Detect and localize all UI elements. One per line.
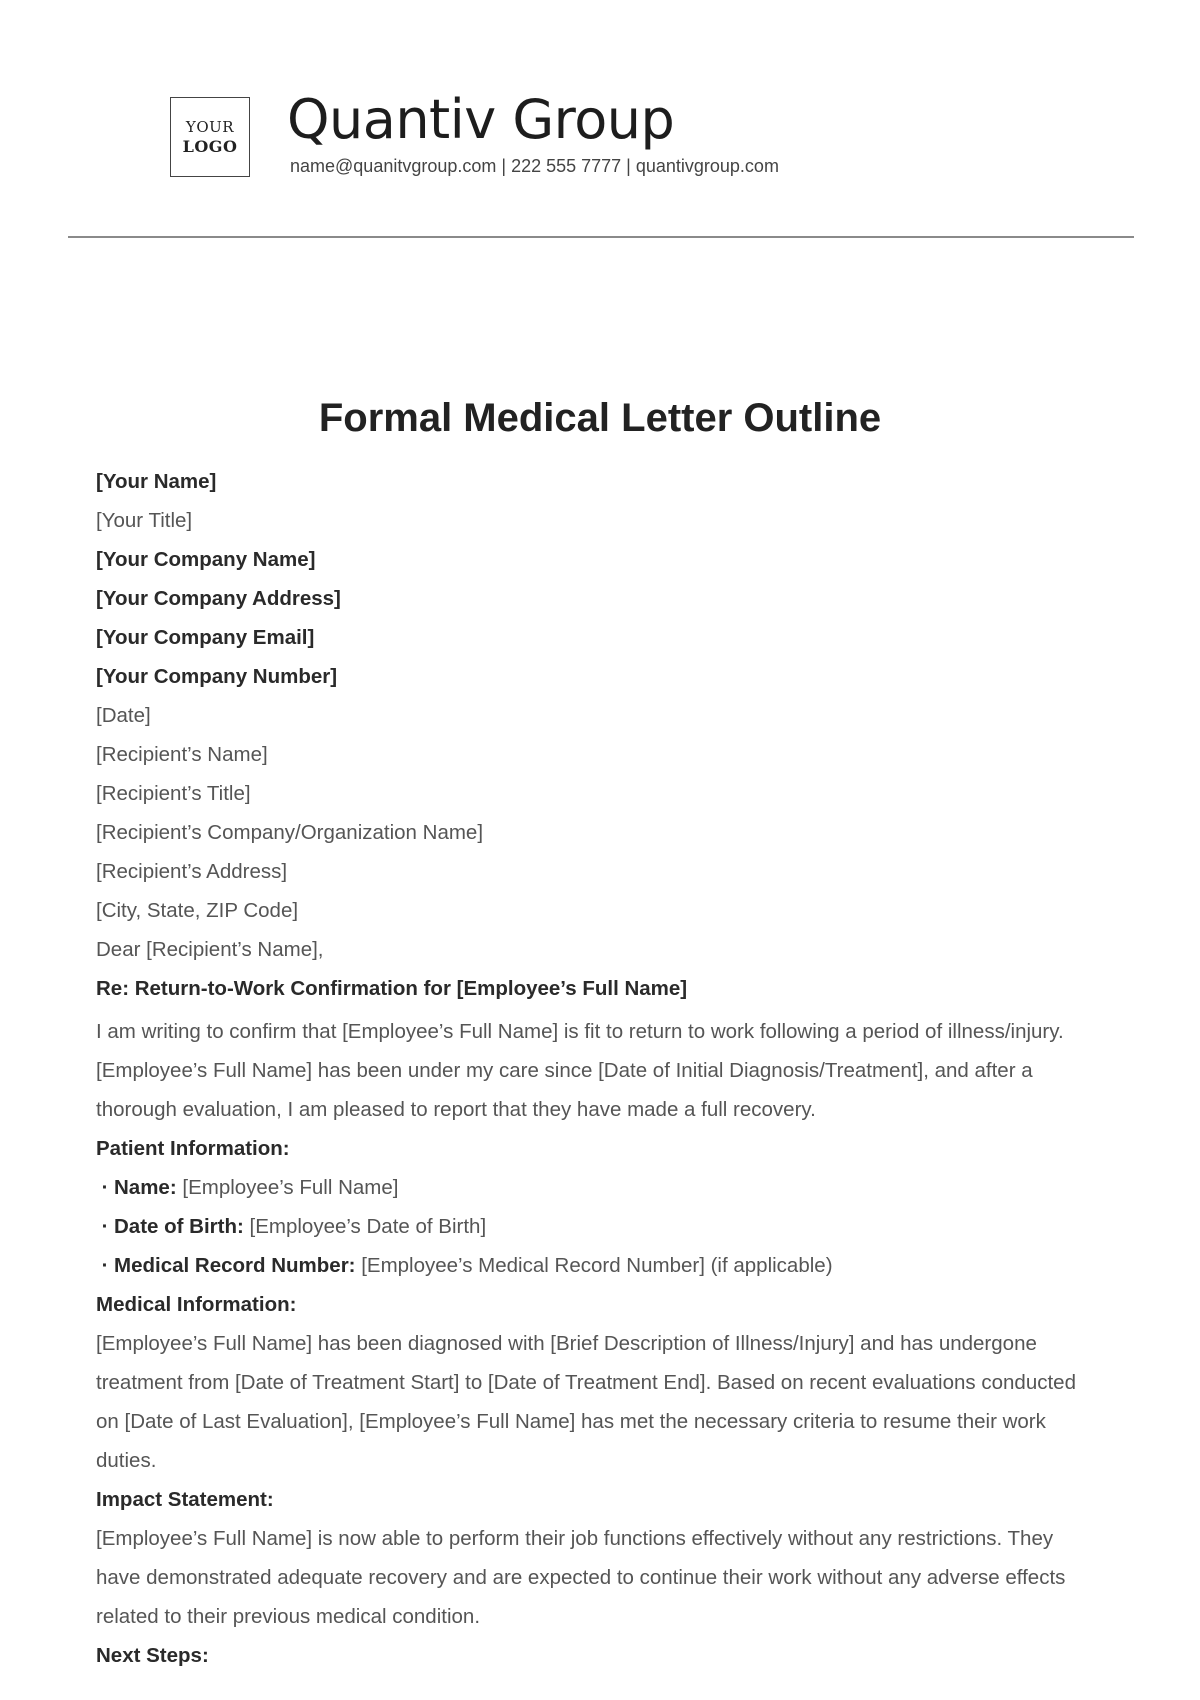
medical-info-heading: Medical Information:	[96, 1293, 297, 1316]
patient-mrn-value: [Employee’s Medical Record Number] (if applicable)	[355, 1254, 833, 1277]
medical-info-paragraph: [Employee’s Full Name] has been diagnosed with [Brief Description of Illness/Injury] and has undergone treatment from [Date of Treatment Start] to [Date of Treatment End]. Based on recent evaluations conducted on [Date of Last Evaluation], [Employee’s Full Name] has met the necessary criteria to resume their work duties.	[96, 1332, 1076, 1472]
bullet-icon: ·	[101, 1215, 109, 1238]
logo-text-line1: YOUR	[185, 118, 235, 136]
impact-statement-heading: Impact Statement:	[96, 1488, 274, 1511]
logo-text-line2: LOGO	[182, 137, 238, 156]
document-title: Formal Medical Letter Outline	[318, 396, 882, 440]
patient-mrn-label: Medical Record Number:	[114, 1254, 356, 1277]
patient-info-list	[96, 1168, 1106, 1285]
recipient-name: [Recipient’s Name]	[96, 743, 268, 766]
patient-dob-value: [Employee’s Date of Birth]	[243, 1215, 487, 1238]
bullet-icon: ·	[101, 1176, 109, 1199]
header-divider	[68, 236, 1134, 238]
sender-name: [Your Name]	[96, 470, 217, 493]
company-contact-line: name@quanitvgroup.com | 222 555 7777 | quantivgroup.com	[290, 156, 779, 176]
recipient-city-state-zip: [City, State, ZIP Code]	[96, 899, 299, 922]
recipient-address: [Recipient’s Address]	[96, 860, 288, 883]
impact-statement-paragraph: [Employee’s Full Name] is now able to perform their job functions effectively without any restrictions. They have demonstrated adequate recovery and are expected to continue their work without any adverse effects related to their previous medical condition.	[96, 1527, 1066, 1628]
sender-company-email: [Your Company Email]	[96, 626, 315, 649]
patient-info-heading: Patient Information:	[96, 1137, 290, 1160]
list-item	[96, 1168, 1106, 1207]
sender-title: [Your Title]	[96, 509, 193, 532]
letter-date: [Date]	[96, 704, 151, 727]
letterhead	[0, 0, 1200, 240]
recipient-organization: [Recipient’s Company/Organization Name]	[96, 821, 484, 844]
subject-line: Re: Return-to-Work Confirmation for [Employee’s Full Name]	[96, 977, 688, 1000]
recipient-title: [Recipient’s Title]	[96, 782, 251, 805]
patient-name-value: [Employee’s Full Name]	[176, 1176, 399, 1199]
patient-dob-label: Date of Birth:	[114, 1215, 244, 1238]
sender-company-number: [Your Company Number]	[96, 665, 338, 688]
company-name: Quantiv Group	[287, 88, 675, 151]
letter-body	[96, 462, 1106, 1675]
list-item	[96, 1246, 1106, 1285]
logo-placeholder	[170, 97, 250, 177]
bullet-icon: ·	[101, 1254, 109, 1277]
sender-company-name: [Your Company Name]	[96, 548, 316, 571]
sender-company-address: [Your Company Address]	[96, 587, 341, 610]
list-item	[96, 1207, 1106, 1246]
patient-name-label: Name:	[114, 1176, 177, 1199]
intro-paragraph: I am writing to confirm that [Employee’s Full Name] is fit to return to work following a period of illness/injury. [Employee’s Full Name] has been under my care since [Date of Initial Diagnosis/Treatment], and after a thorough evaluation, I am pleased to report that they have made a full recovery.	[96, 1020, 1064, 1121]
salutation: Dear [Recipient’s Name],	[96, 938, 324, 961]
next-steps-heading: Next Steps:	[96, 1644, 209, 1667]
